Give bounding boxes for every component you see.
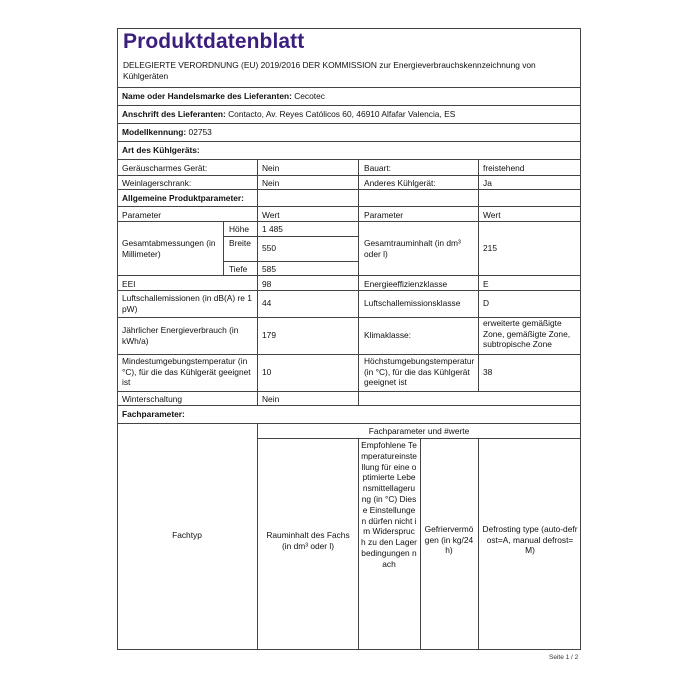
column-line — [420, 438, 421, 650]
max-temp-label: Höchstumgebungstemperatur (in °C), für die das Kühlgerät geeignet ist — [364, 356, 475, 388]
column-line — [223, 221, 224, 275]
compartment-type-label: Fachtyp — [172, 530, 202, 540]
divider — [117, 87, 581, 88]
depth-label: Tiefe — [229, 264, 248, 274]
divider — [117, 354, 581, 355]
energy-class-label: Energieeffizienzklasse — [364, 279, 448, 289]
divider — [117, 141, 581, 142]
divider — [117, 405, 581, 406]
appliance-type-heading: Art des Kühlgeräts: — [122, 145, 200, 155]
compartment-volume-header: Rauminhalt des Fachs (in dm³ oder l) — [266, 530, 350, 551]
climate-class-value: erweiterte gemäßigte Zone, gemäßigte Zone, subtropische Zone — [483, 318, 571, 350]
design-value: freistehend — [483, 163, 525, 173]
eei-label: EEI — [122, 279, 136, 289]
divider — [117, 175, 581, 176]
min-temp-value: 10 — [262, 367, 272, 377]
dimensions-label: Gesamtabmessungen (in Millimeter) — [122, 238, 216, 259]
value-header: Wert — [262, 210, 280, 220]
total-volume-label: Gesamtrauminhalt (in dm³ oder l) — [364, 238, 461, 259]
column-line — [478, 438, 479, 650]
address-row — [122, 109, 455, 120]
divider — [117, 221, 581, 222]
low-noise-label: Geräuscharmes Gerät: — [122, 163, 208, 173]
max-temp-value: 38 — [483, 367, 493, 377]
eei-value: 98 — [262, 279, 272, 289]
divider — [117, 105, 581, 106]
wine-cabinet-value: Nein — [262, 178, 280, 188]
other-appliance-label: Anderes Kühlgerät: — [364, 178, 436, 188]
general-heading: Allgemeine Produktparameter: — [122, 193, 244, 203]
noise-label: Luftschallemissionen (in dB(A) re 1 pW) — [122, 293, 252, 314]
divider — [117, 159, 581, 160]
climate-class-label: Klimaklasse: — [364, 330, 412, 340]
column-line — [358, 438, 359, 650]
column-line — [358, 159, 359, 405]
supplier-value: Cecotec — [294, 91, 325, 101]
param-header-2: Parameter — [364, 210, 404, 220]
divider — [117, 275, 581, 276]
supplier-row — [122, 91, 325, 102]
total-volume-value: 215 — [483, 243, 497, 253]
model-value: 02753 — [188, 127, 212, 137]
height-value: 1 485 — [262, 224, 283, 234]
winter-switch-label: Winterschaltung — [122, 394, 183, 404]
divider — [117, 290, 581, 291]
column-line — [257, 423, 258, 650]
divider — [117, 391, 581, 392]
divider — [257, 438, 581, 439]
freezing-capacity-header: Gefriervermögen (in kg/24h) — [424, 524, 474, 556]
defrosting-type-header: Defrosting type (auto-defrost=A, manual defrost=M) — [482, 524, 578, 556]
regulation-intro: DELEGIERTE VERORDNUNG (EU) 2019/2016 DER KOMMISSION zur Energieverbrauchskennzeichnung von Kühlgeräten — [123, 60, 536, 81]
width-label: Breite — [229, 238, 251, 248]
wine-cabinet-label: Weinlagerschrank: — [122, 178, 192, 188]
low-noise-value: Nein — [262, 163, 280, 173]
model-row — [122, 127, 212, 138]
column-line — [257, 159, 258, 405]
divider — [117, 423, 581, 424]
document-title: Produktdatenblatt — [123, 30, 305, 53]
page-number: Seite 1 / 2 — [549, 654, 579, 661]
divider — [117, 189, 581, 190]
model-label: Modellkennung: — [122, 127, 187, 137]
depth-value: 585 — [262, 264, 276, 274]
annual-energy-value: 179 — [262, 330, 276, 340]
divider — [223, 236, 358, 237]
noise-value: 44 — [262, 298, 272, 308]
width-value: 550 — [262, 243, 276, 253]
winter-switch-value: Nein — [262, 394, 280, 404]
supplier-label: Name oder Handelsmarke des Lieferanten: — [122, 91, 292, 101]
height-label: Höhe — [229, 224, 250, 234]
noise-class-label: Luftschallemissionsklasse — [364, 298, 461, 308]
param-header: Parameter — [122, 210, 162, 220]
value-header-2: Wert — [483, 210, 501, 220]
divider — [223, 261, 358, 262]
noise-class-value: D — [483, 298, 490, 308]
min-temp-label: Mindestumgebungstemperatur (in °C), für die das Kühlgerät geeignet ist — [122, 356, 251, 388]
energy-class-value: E — [483, 279, 489, 289]
column-line — [478, 159, 479, 391]
divider — [117, 123, 581, 124]
compartment-heading: Fachparameter: — [122, 409, 185, 419]
recommended-temp-header: Empfohlene Temperatureinstellung für eine optimierte Lebensmittellagerung (in °C) Diese Einstellungen dürfen nicht im Widerspruch zu den Lagerbedingungen nach — [361, 440, 417, 569]
address-label: Anschrift des Lieferanten: — [122, 109, 226, 119]
divider — [117, 206, 581, 207]
address-value: Contacto, Av. Reyes Católicos 60, 46910 Alfafar Valencia, ES — [228, 109, 456, 119]
annual-energy-label: Jährlicher Energieverbrauch (in kWh/a) — [122, 325, 239, 346]
other-appliance-value: Ja — [483, 178, 492, 188]
design-label: Bauart: — [364, 163, 392, 173]
compartment-group-header: Fachparameter und #werte — [368, 426, 470, 436]
